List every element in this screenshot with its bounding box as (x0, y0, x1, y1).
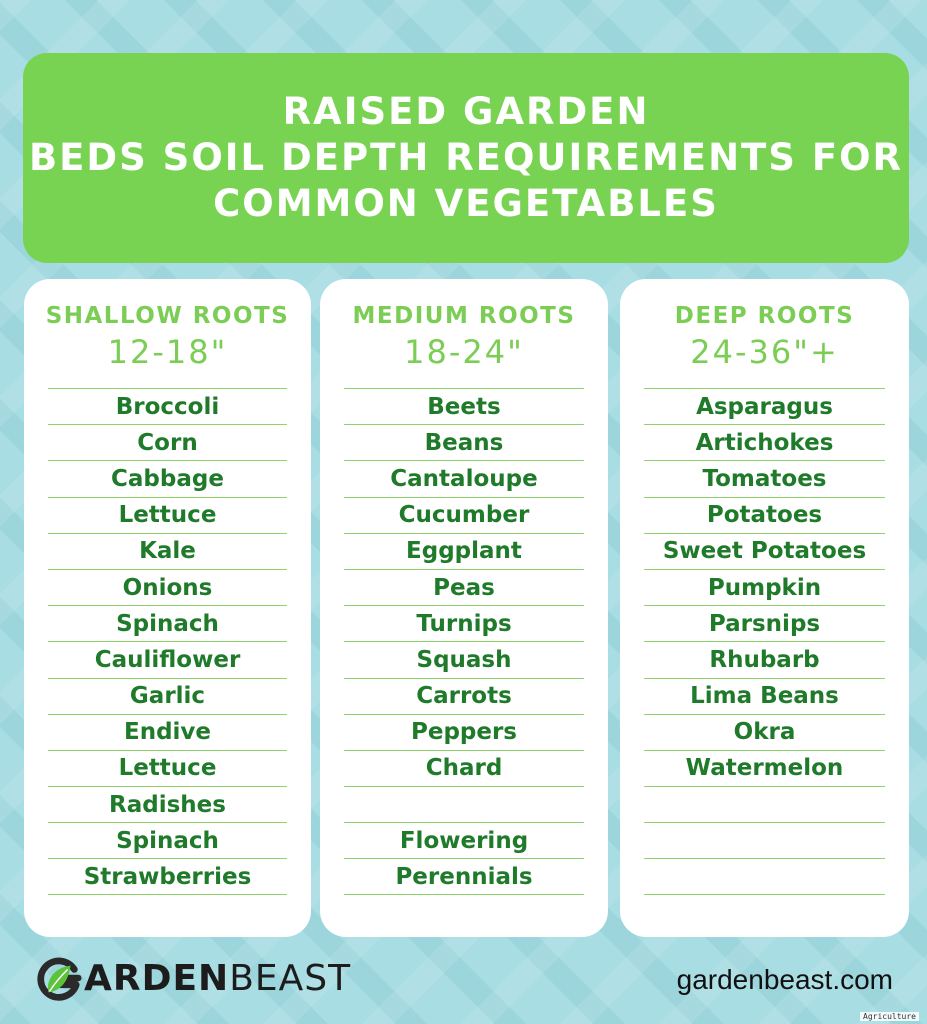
vegetable-item: Endive (48, 714, 287, 750)
vegetable-item: Okra (644, 714, 885, 750)
title-banner (23, 53, 909, 263)
column-depth-range: 24-36"+ (690, 333, 839, 371)
vegetable-item: Peppers (344, 714, 584, 750)
medium-roots-card (320, 279, 608, 937)
vegetable-item: Garlic (48, 678, 287, 714)
vegetable-item: Squash (344, 641, 584, 677)
title-line-2: BEDS SOIL DEPTH REQUIREMENTS FOR (28, 136, 904, 179)
vegetable-item: Beans (344, 424, 584, 460)
vegetable-item: Broccoli (48, 388, 287, 424)
deep-roots-card (620, 279, 909, 937)
column-depth-range: 12-18" (107, 333, 228, 371)
leaf-g-icon (36, 956, 82, 1002)
vegetable-list (644, 388, 885, 895)
vegetable-item (644, 822, 885, 858)
vegetable-item: Asparagus (644, 388, 885, 424)
vegetable-item: Eggplant (344, 533, 584, 569)
vegetable-item (644, 858, 885, 894)
column-depth-range: 18-24" (404, 333, 524, 371)
vegetable-item: Pumpkin (644, 569, 885, 605)
vegetable-item: Carrots (344, 678, 584, 714)
category-tag: Agriculture (860, 1012, 919, 1021)
title-line-1: RAISED GARDEN (282, 90, 650, 133)
vegetable-list (48, 388, 287, 895)
vegetable-item: Rhubarb (644, 641, 885, 677)
vegetable-item: Chard (344, 750, 584, 786)
vegetable-item: Lettuce (48, 750, 287, 786)
vegetable-item: Cabbage (48, 460, 287, 496)
shallow-roots-card (24, 279, 311, 937)
vegetable-item: Lettuce (48, 497, 287, 533)
column-title: DEEP ROOTS (674, 303, 855, 329)
column-title: MEDIUM ROOTS (352, 303, 576, 329)
vegetable-item: Perennials (344, 858, 584, 894)
vegetable-item: Radishes (48, 786, 287, 822)
vegetable-item: Cucumber (344, 497, 584, 533)
vegetable-item: Potatoes (644, 497, 885, 533)
vegetable-item: Corn (48, 424, 287, 460)
vegetable-item: Lima Beans (644, 678, 885, 714)
vegetable-item: Watermelon (644, 750, 885, 786)
vegetable-item: Onions (48, 569, 287, 605)
logo-garden-text: ARDEN (84, 958, 230, 999)
vegetable-item: Spinach (48, 822, 287, 858)
vegetable-item (644, 786, 885, 822)
vegetable-item: Cantaloupe (344, 460, 584, 496)
vegetable-item: Tomatoes (644, 460, 885, 496)
vegetable-item: Peas (344, 569, 584, 605)
vegetable-item: Beets (344, 388, 584, 424)
vegetable-item: Turnips (344, 605, 584, 641)
vegetable-list (344, 388, 584, 895)
logo-beast-text: BEAST (229, 958, 352, 999)
title-line-3: COMMON VEGETABLES (213, 182, 719, 225)
vegetable-item: Strawberries (48, 858, 287, 894)
vegetable-item: Artichokes (644, 424, 885, 460)
vegetable-item: Cauliflower (48, 641, 287, 677)
gardenbeast-logo (36, 955, 351, 1003)
vegetable-item: Spinach (48, 605, 287, 641)
vegetable-item: Parsnips (644, 605, 885, 641)
column-title: SHALLOW ROOTS (45, 303, 290, 329)
website-url[interactable]: gardenbeast.com (676, 964, 893, 995)
vegetable-item: Kale (48, 533, 287, 569)
vegetable-item (344, 786, 584, 822)
vegetable-item: Sweet Potatoes (644, 533, 885, 569)
vegetable-item: Flowering (344, 822, 584, 858)
